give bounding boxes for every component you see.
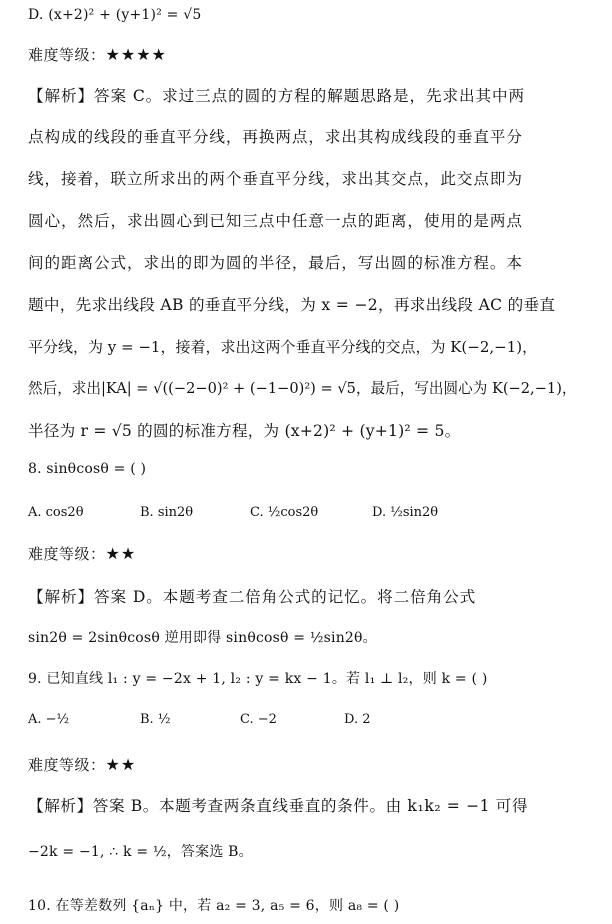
q8-difficulty [28, 546, 598, 562]
q9-option-a: A. −½ [28, 712, 70, 727]
q7-analysis-line: 【解析】答案 C。求过三点的圆的方程的解题思路是，先求出其中两 [28, 87, 526, 105]
q9-option-b: B. ½ [140, 712, 171, 727]
q8-option-d: D. ½sin2θ [372, 505, 439, 520]
q8-analysis-line: sin2θ = 2sinθcosθ 逆用即得 sinθcosθ = ½sin2θ。 [28, 630, 377, 646]
q9-option-c: C. −2 [240, 712, 277, 727]
difficulty-stars: ★★★★ [105, 45, 167, 64]
q7-analysis-line: 线，接着，联立所求出的两个垂直平分线，求出其交点，此交点即为 [28, 170, 523, 188]
difficulty-label: 难度等级： [28, 46, 106, 64]
difficulty-label: 难度等级： [28, 756, 106, 774]
q8-option-b: B. sin2θ [140, 505, 194, 520]
difficulty-label: 难度等级： [28, 545, 106, 563]
q8-stem: 8. sinθcosθ = ( ) [28, 461, 147, 477]
q7-option-d: D. (x+2)² + (y+1)² = √5 [28, 7, 202, 23]
q9-stem: 9. 已知直线 l₁ : y = −2x + 1, l₂ : y = kx − 1。若 l₁ ⊥ l₂，则 k = ( ) [28, 671, 488, 687]
q9-analysis-line: 【解析】答案 B。本题考查两条直线垂直的条件。由 k₁k₂ = −1 可得 [28, 797, 529, 815]
q7-analysis-line: 间的距离公式，求出的即为圆的半径，最后，写出圆的标准方程。本 [28, 254, 523, 272]
q9-option-d: D. 2 [344, 712, 371, 727]
q7-analysis-line: 半径为 r = √5 的圆的标准方程，为 (x+2)² + (y+1)² = 5。 [28, 422, 461, 440]
q10-stem: 10. 在等差数列 {aₙ} 中，若 a₂ = 3, a₅ = 6，则 a₈ = ( ) [28, 898, 400, 914]
q7-analysis-line: 然后，求出|KA| = √((−2−0)² + (−1−0)²) = √5，最后，写出圆心为 K(−2,−1)， [28, 380, 577, 397]
q9-analysis-line: −2k = −1, ∴ k = ½，答案选 B。 [28, 844, 253, 860]
q9-difficulty [28, 757, 598, 773]
difficulty-stars: ★★ [105, 544, 137, 563]
q7-difficulty [28, 47, 598, 63]
difficulty-stars: ★★ [105, 755, 137, 774]
q8-analysis-line: 【解析】答案 D。本题考查二倍角公式的记忆。将二倍角公式 [28, 588, 477, 606]
q7-analysis-line: 点构成的线段的垂直平分线，再换两点，求出其构成线段的垂直平分 [28, 128, 523, 146]
q7-analysis-line: 平分线，为 y = −1，接着，求出这两个垂直平分线的交点，为 K(−2,−1)， [28, 338, 538, 356]
q7-analysis-line: 题中，先求出线段 AB 的垂直平分线，为 x = −2，再求出线段 AC 的垂直 [28, 296, 556, 314]
q7-analysis-line: 圆心，然后，求出圆心到已知三点中任意一点的距离，使用的是两点 [28, 212, 523, 230]
q8-option-c: C. ½cos2θ [250, 505, 319, 520]
q8-option-a: A. cos2θ [28, 505, 84, 520]
